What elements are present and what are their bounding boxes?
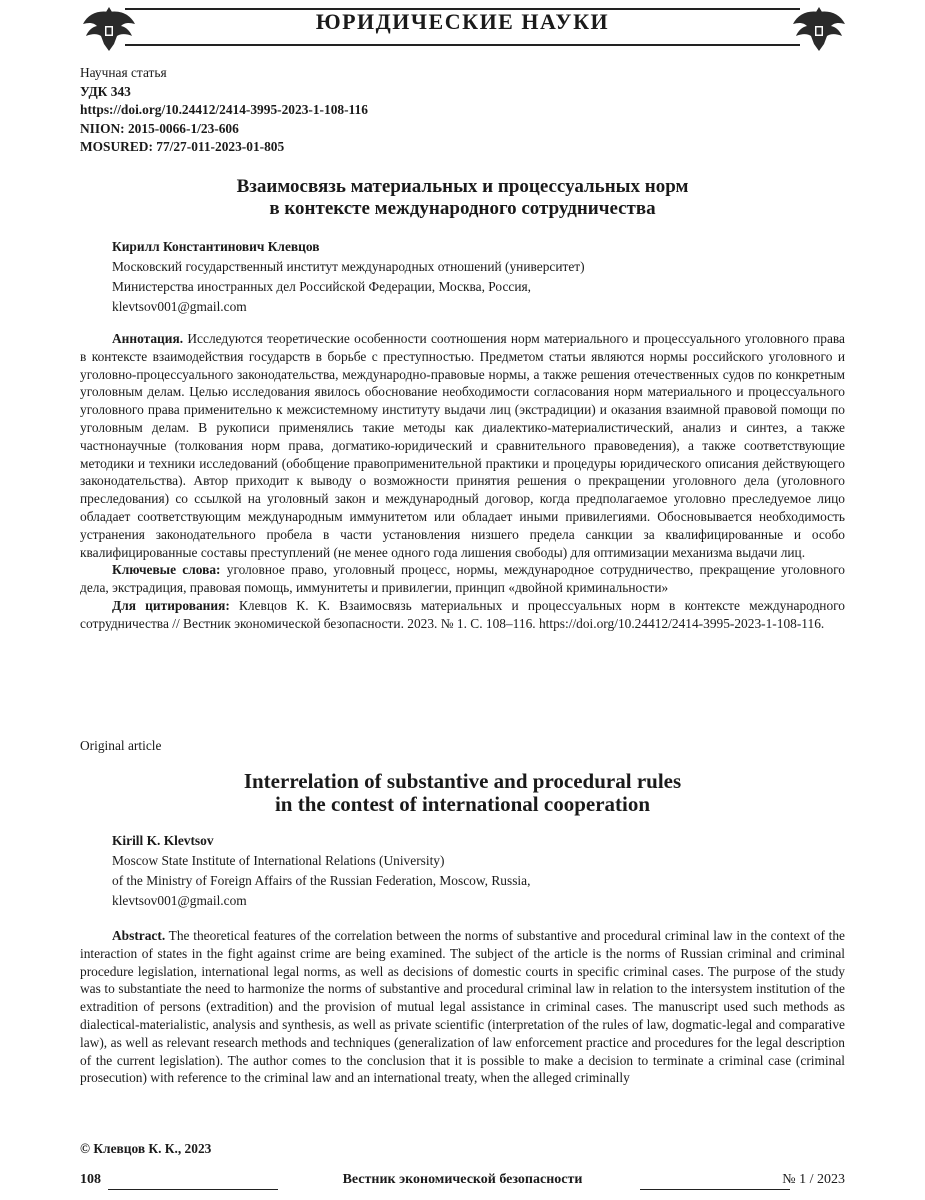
abstract-en: [80, 927, 845, 1087]
article-title-en: [80, 770, 845, 816]
doi-link[interactable]: https://doi.org/10.24412/2414-3995-2023-1-108-116: [80, 102, 368, 117]
citation-ru: [80, 597, 845, 633]
abstract-en-section: [80, 927, 845, 1087]
double-headed-eagle-emblem-icon: [80, 4, 138, 54]
page-footer: [80, 1172, 845, 1192]
author-block-en: [112, 831, 530, 911]
keywords-ru-text: уголовное право, уголовный процесс, нормы, международное сотрудничество, прекращение уголовного дела, экстрадиция, правовая помощь, иммунитеты и привилегии, принцип «двойной криминальности»: [80, 562, 845, 596]
citation-ru-text: Клевцов К. К. Взаимосвязь материальных и процессуальных норм в контексте международного сотрудничества // Вестник экономической безопасности. 2023. № 1. С. 108–116. https://doi.org/10.24412/2414-3995-2023-1-108-116.: [80, 597, 845, 631]
mosured-code: MOSURED: 77/27-011-2023-01-805: [80, 139, 285, 154]
title-ru-line-1: Взаимосвязь материальных и процессуальных норм: [236, 176, 689, 197]
header-rule-bottom: [125, 44, 800, 46]
double-headed-eagle-emblem-icon: [790, 4, 848, 54]
title-ru-line-2: в контексте международного сотрудничества: [269, 198, 656, 219]
title-en-line-1: Interrelation of substantive and procedural rules: [243, 769, 682, 793]
author-name-ru: Кирилл Константинович Клевцов: [112, 239, 320, 254]
citation-ru-label: Для цитирования:: [112, 597, 230, 613]
article-metadata: [80, 64, 368, 157]
niion-code: NIION: 2015-0066-1/23-606: [80, 120, 239, 136]
author-email-en[interactable]: klevtsov001@gmail.com: [112, 893, 247, 908]
footer-rule-right: [640, 1189, 790, 1190]
affiliation-ru-line-1: Московский государственный институт международных отношений (университет): [112, 259, 585, 274]
abstract-en-text: The theoretical features of the correlation between the norms of substantive and procedural criminal law in the context of the interaction of states in the fight against crime are being examined. The subject of the article is the norms of Russian criminal and criminal procedure legislation, international legal norms, as well as decisions of domestic courts in specific criminal cases. The purpose of the study was to substantiate the need to harmonize the norms of substantive and procedural criminal law in relation to the intersystem institution of the extradition of persons (extradition) and the provision of mutual legal assistance in criminal cases. The manuscript used such methods as dialectical-materialistic, analysis and synthesis, as well as private scientific (interpretation of the rules of law, dogmatic-legal and comparative law), as well as relevant research methods and techniques (generalization of law enforcement practice and procedures for the legal description of the current legislation). The author comes to the conclusion that it is possible to make a decision to terminate a criminal case (criminal prosecution) with reference to the criminal law and an international treaty, when the alleged criminally: [80, 928, 845, 1086]
abstract-ru-label: Аннотация.: [112, 331, 184, 346]
footer-rule-left: [108, 1189, 278, 1190]
abstract-ru-section: [80, 330, 845, 633]
affiliation-en-line-1: Moscow State Institute of International Relations (University): [112, 853, 445, 868]
abstract-ru-text: Исследуются теоретические особенности соотношения норм материального и процессуального уголовного права в контексте взаимодействия государств в борьбе с преступностью. Предметом статьи являются нормы российского уголовного и уголовно-процессуального законодательства, международно-правовые нормы, а также решения отечественных судов по конкретным уголовным делам. Целью исследования явилось обоснование необходимости согласования норм материального и процессуального уголовного права применительно к межсистемному институту выдачи лиц (экстрадиции) и оказания взаимной правовой помощи по уголовным делам. В рукописи применялись такие методы как диалектико-материалистический, анализ и синтез, а также частнонаучные (толкования норм права, догматико-юридический и сравнительного правоведения), а также соответствующие методики и техники исследований (обобщение правоприменительной практики и процедуры юридического описания действующего законодательства). Автор приходит к выводу о возможности принятия решения о прекращении уголовного дела (уголовного преследования) со ссылкой на уголовный закон и международный договор, когда предполагаемое уголовно преследуемое лицо обладает соответствующим международным иммунитетом или обладает иными привилегиями. Обосновывается необходимость устранения законодательного пробела в части установления низшего предела санкции за квалифицированные и особо квалифицированные составы преступлений (не менее одного года лишения свободы) для оптимизации механизма выдачи лиц.: [80, 331, 845, 560]
udk-code: УДК 343: [80, 83, 131, 99]
abstract-ru: [80, 330, 845, 561]
article-type: Научная статья: [80, 65, 167, 80]
page-number: 108: [80, 1172, 101, 1187]
author-name-en: Kirill K. Klevtsov: [112, 833, 214, 848]
page-header: [0, 0, 925, 58]
title-en-line-2: in the contest of international cooperation: [274, 792, 651, 816]
article-type-en: Original article: [80, 738, 162, 753]
keywords-ru: [80, 561, 845, 597]
journal-name: Вестник экономической безопасности: [342, 1172, 583, 1187]
author-block-ru: [112, 237, 585, 317]
abstract-en-label: Abstract.: [112, 928, 166, 943]
copyright-notice: © Клевцов К. К., 2023: [80, 1141, 212, 1156]
issue-number: № 1 / 2023: [782, 1172, 845, 1187]
article-title-ru: [80, 176, 845, 220]
affiliation-ru-line-2: Министерства иностранных дел Российской Федерации, Москва, Россия,: [112, 279, 531, 294]
keywords-ru-label: Ключевые слова:: [112, 562, 221, 578]
section-title: ЮРИДИЧЕСКИЕ НАУКИ: [315, 9, 610, 34]
author-email-ru[interactable]: klevtsov001@gmail.com: [112, 299, 247, 314]
affiliation-en-line-2: of the Ministry of Foreign Affairs of the Russian Federation, Moscow, Russia,: [112, 873, 531, 888]
